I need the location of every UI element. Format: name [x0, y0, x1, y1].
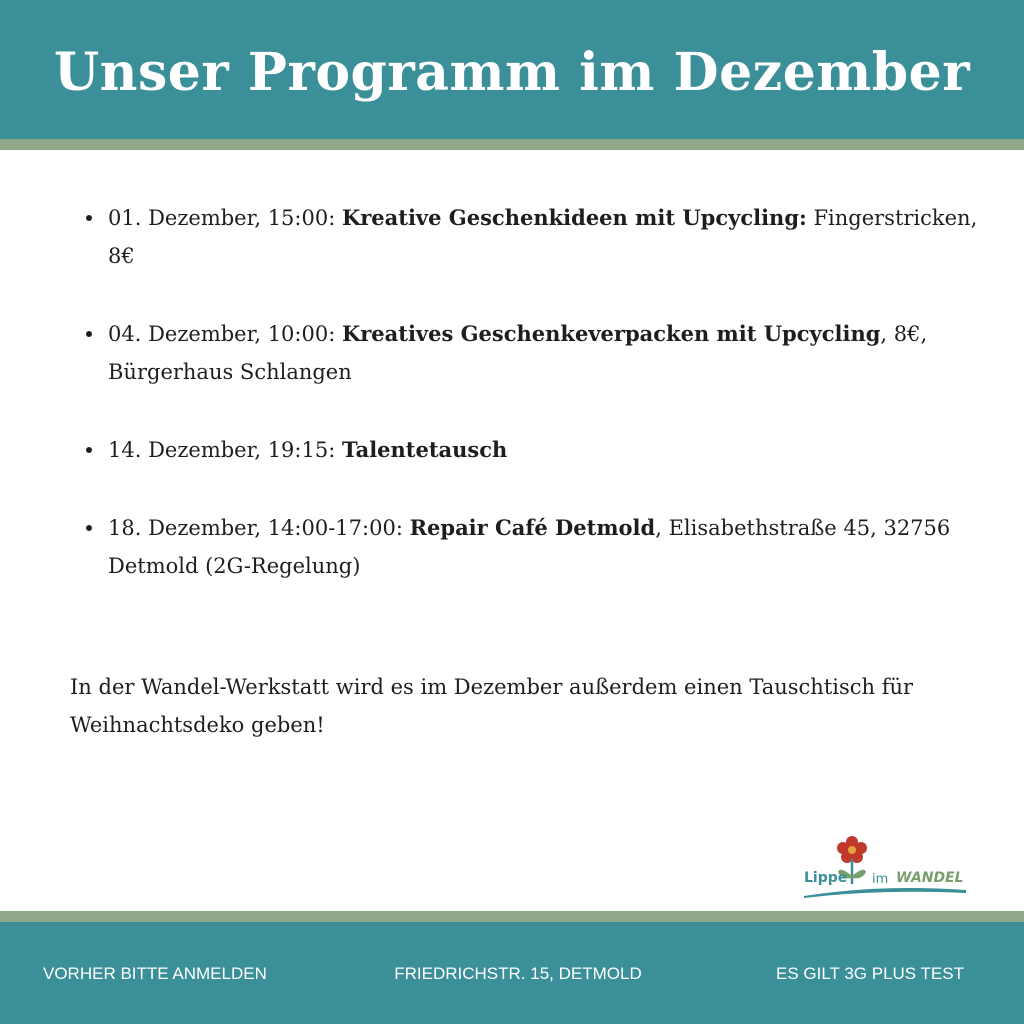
event-title: Talentetausch — [341, 437, 508, 462]
logo — [800, 832, 970, 902]
header-banner — [0, 0, 1024, 139]
footer-address: FRIEDRICHSTR. 15, DETMOLD — [394, 964, 642, 983]
info-note: In der Wandel-Werkstatt wird es im Dezember außerdem einen Tauschtisch für Weihnachtsdeko geben! — [70, 675, 914, 737]
event-title: Kreative Geschenkideen mit Upcycling: — [341, 205, 807, 230]
footer-divider — [0, 911, 1024, 922]
event-item — [108, 199, 998, 275]
event-date: 14. Dezember, 19:15: — [108, 438, 342, 462]
event-details: , Elisabethstraße 45, 32756 Detmold (2G-Regelung) — [108, 516, 951, 578]
event-title: Repair Café Detmold — [409, 515, 656, 540]
flower-icon — [800, 832, 970, 902]
event-details: , 8€, Bürgerhaus Schlangen — [108, 322, 928, 384]
page-title: Unser Programm im Dezember — [53, 42, 971, 103]
footer-3g-rule: ES GILT 3G PLUS TEST — [775, 964, 964, 983]
event-item — [108, 509, 998, 585]
event-list — [108, 199, 998, 585]
footer-banner — [0, 922, 1024, 1024]
event-details: Fingerstricken, 8€ — [108, 206, 978, 268]
event-date: 18. Dezember, 14:00-17:00: — [108, 516, 410, 540]
event-title: Kreatives Geschenkeverpacken mit Upcycling — [341, 321, 881, 346]
event-item — [108, 315, 998, 391]
logo-word-im: im — [872, 872, 889, 887]
logo-word-lippe: Lippe — [804, 870, 848, 886]
footer-registration-note: VORHER BITTE ANMELDEN — [43, 964, 267, 983]
event-item — [108, 431, 998, 469]
event-date: 04. Dezember, 10:00: — [108, 322, 342, 346]
logo-word-wandel: WANDEL — [896, 870, 964, 886]
header-divider — [0, 139, 1024, 150]
event-date: 01. Dezember, 15:00: — [108, 206, 342, 230]
